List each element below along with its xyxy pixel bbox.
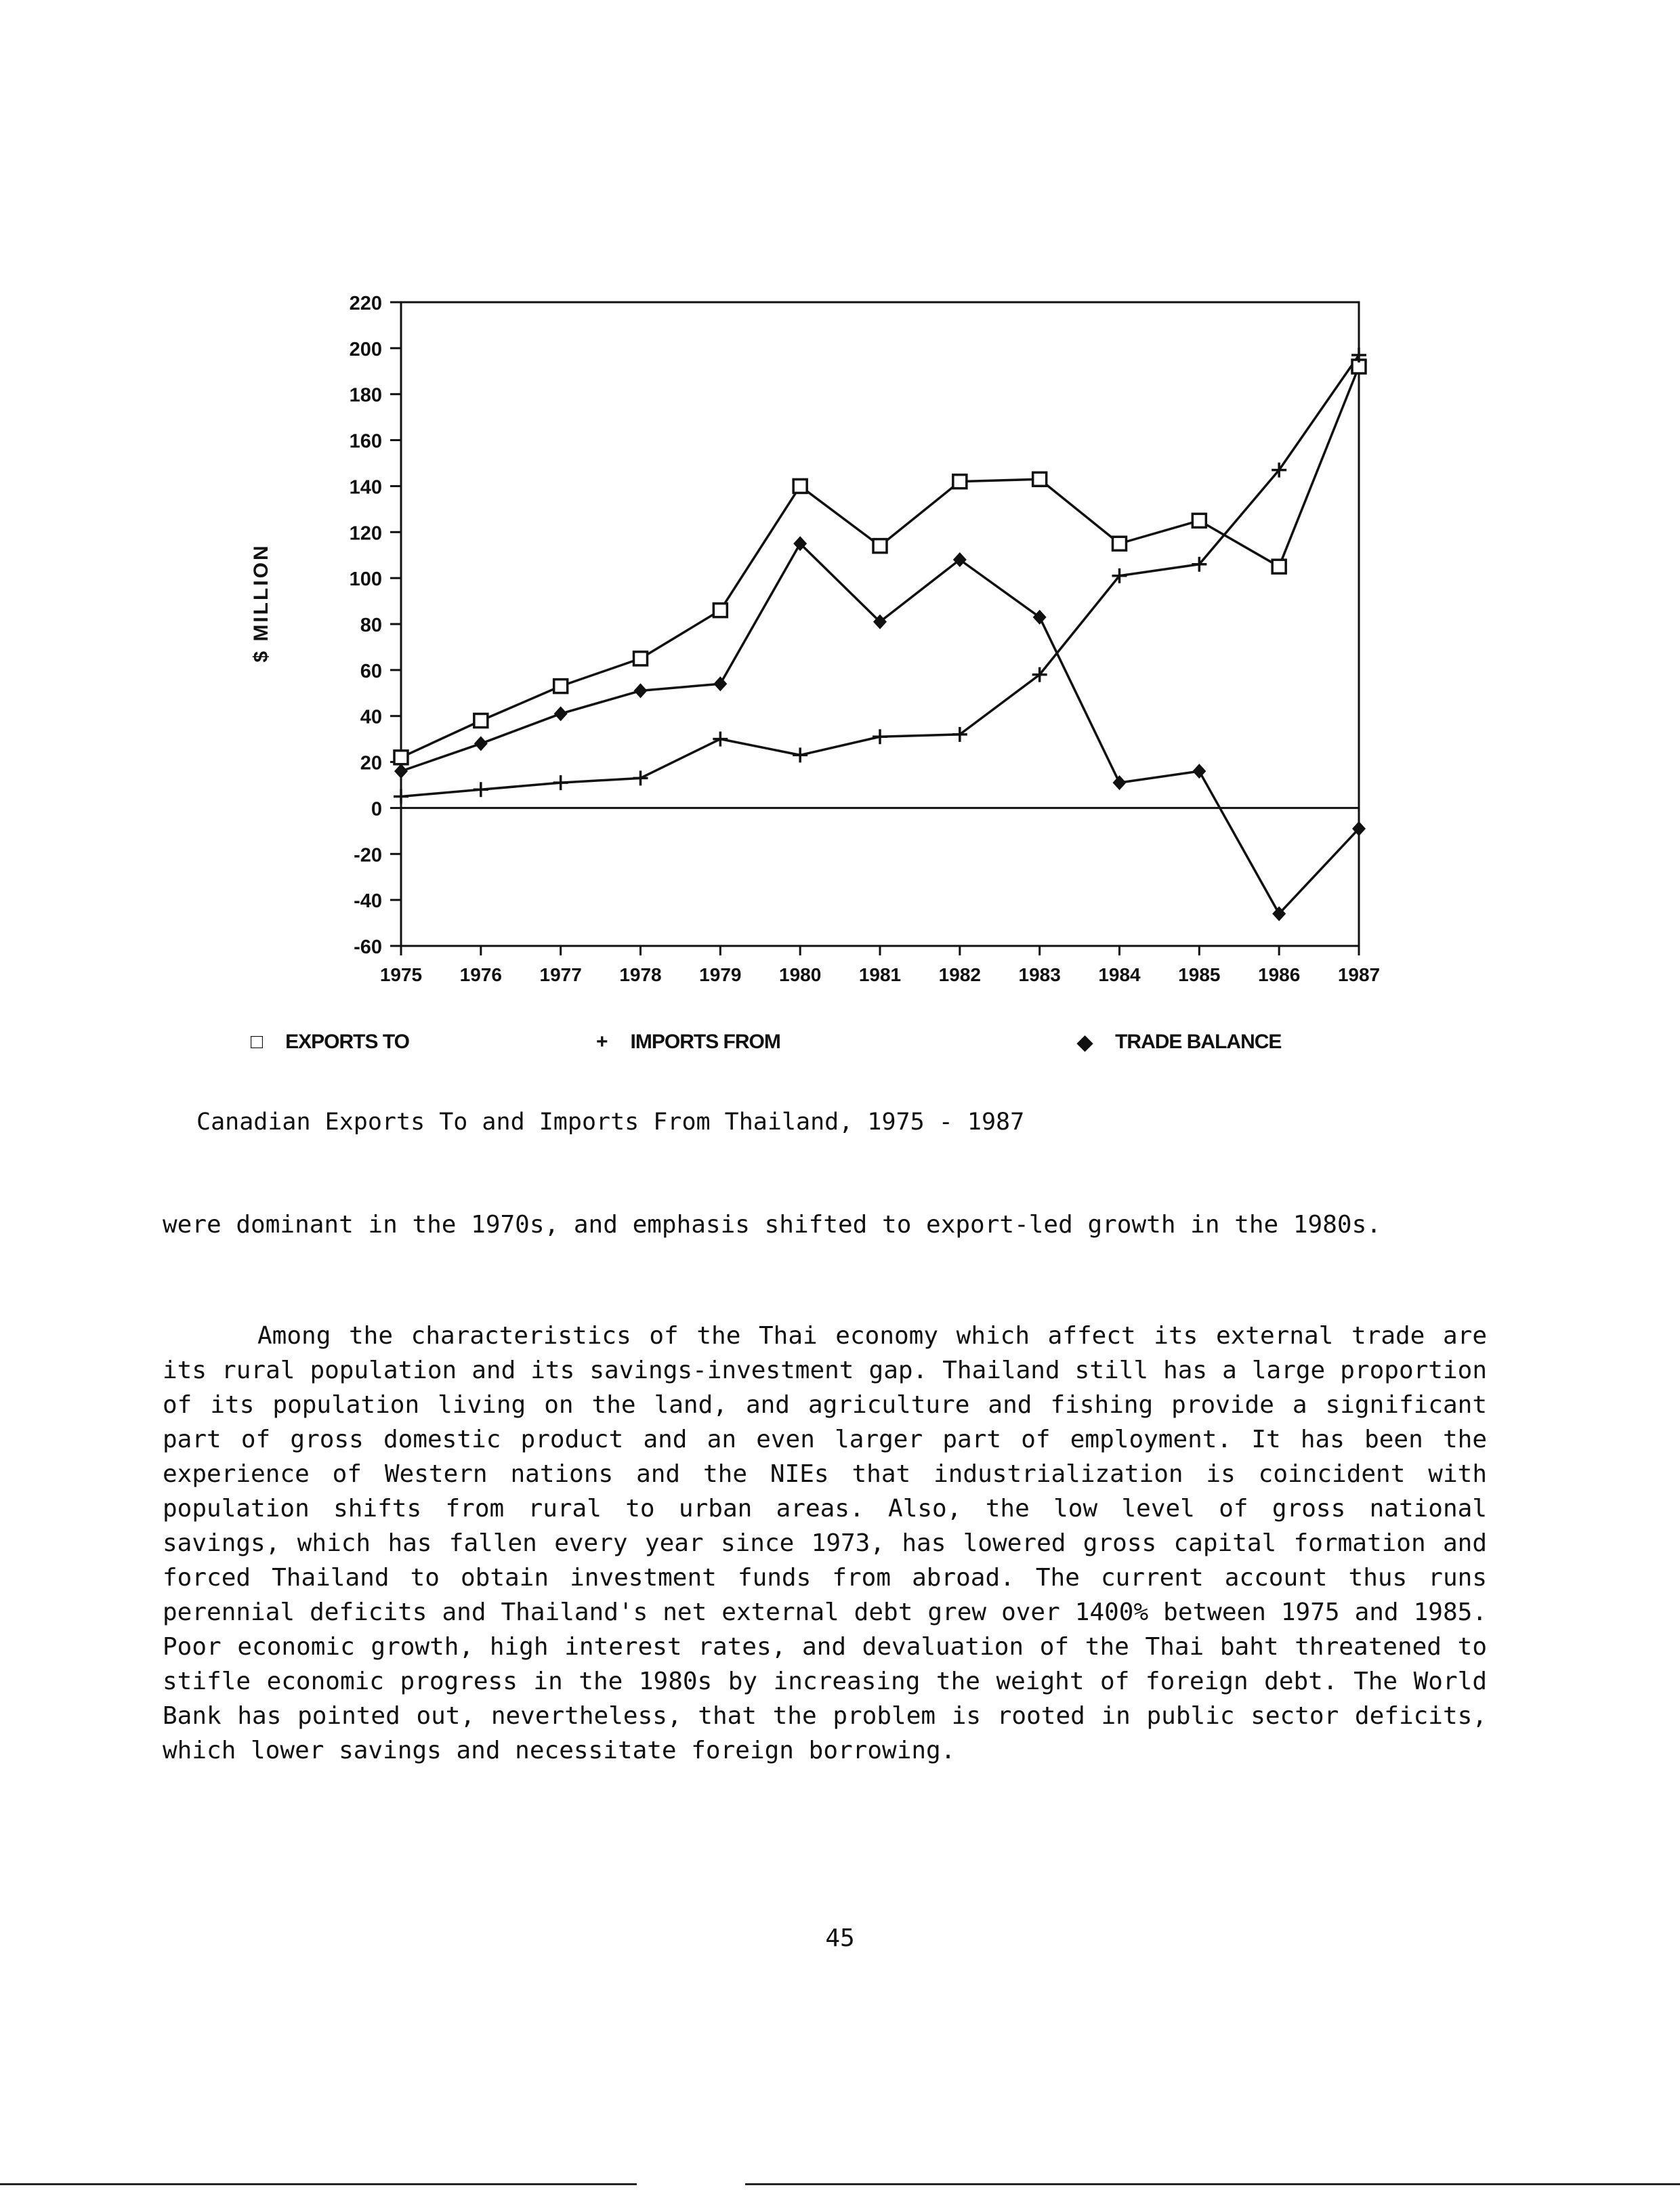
legend-label-trade-balance: TRADE BALANCE — [1115, 1031, 1282, 1053]
data-point-trade-balance — [1033, 610, 1047, 625]
data-point-imports — [873, 729, 887, 744]
data-point-trade-balance — [953, 552, 967, 567]
y-tick-label: 100 — [349, 568, 382, 591]
x-tick-label: 1978 — [619, 964, 662, 985]
y-tick-label: 120 — [349, 522, 382, 545]
data-point-trade-balance — [1113, 775, 1127, 790]
plus-marker-icon: + — [596, 1031, 608, 1053]
data-point-imports — [474, 782, 488, 797]
x-tick-label: 1983 — [1018, 964, 1061, 985]
data-point-exports — [1272, 560, 1286, 573]
y-tick-label: 0 — [371, 798, 382, 821]
data-point-trade-balance — [1192, 764, 1206, 779]
y-tick-label: -40 — [354, 890, 382, 913]
data-point-exports — [394, 751, 408, 764]
data-point-exports — [713, 604, 727, 617]
x-tick-label: 1980 — [779, 964, 822, 985]
data-point-exports — [554, 680, 568, 693]
data-point-exports — [793, 479, 807, 493]
data-point-exports — [1033, 472, 1047, 486]
trade-line-chart — [0, 0, 1680, 1016]
x-tick-label: 1984 — [1098, 964, 1141, 985]
square-marker-icon: □ — [251, 1031, 263, 1053]
data-point-trade-balance — [634, 683, 648, 698]
series-line-square — [401, 367, 1359, 758]
data-point-trade-balance — [554, 706, 568, 721]
y-tick-label: -20 — [354, 844, 382, 867]
x-tick-label: 1987 — [1337, 964, 1381, 985]
series-line-diamond — [401, 543, 1359, 913]
diamond-marker-icon: ◆ — [1077, 1031, 1093, 1054]
data-point-trade-balance — [474, 736, 488, 751]
legend-label-imports: IMPORTS FROM — [630, 1031, 780, 1053]
x-tick-label: 1981 — [858, 964, 902, 985]
data-point-exports — [873, 539, 887, 553]
data-point-imports — [713, 732, 728, 747]
y-tick-label: 160 — [349, 430, 382, 453]
data-point-imports — [633, 770, 648, 785]
x-tick-label: 1976 — [459, 964, 502, 985]
y-tick-label: 20 — [360, 752, 382, 774]
data-point-exports — [474, 714, 488, 728]
data-point-exports — [1113, 537, 1127, 550]
legend-label-exports: EXPORTS TO — [285, 1031, 409, 1053]
body-paragraph-2: Among the characteristics of the Thai economy which affect its external trade are its rural population and its savings-investment gap. Thailand still has a large proportion of its population living on the land, and agriculture and fishing provide a significant part of gross domestic product and an even larger part of employment. It has been the experience of Western nations and the NIEs that industrialization is coincident with population shifts from rural to urban areas. Also, the low level of gross national savings, which has fallen every year since 1973, has lowered gross capital formation and forced Thailand to obtain investment funds from abroad. The current account thus runs perennial deficits and Thailand's net external debt grew over 1400% between 1975 and 1985. Poor economic growth, high interest rates, and devaluation of the Thai baht threatened to stifle economic progress in the 1980s by increasing the weight of foreign debt. The World Bank has pointed out, nevertheless, that the problem is rooted in public sector deficits, which lower savings and necessitate foreign borrowing. — [163, 1322, 1487, 1764]
y-axis-label: $ MILLION — [250, 543, 272, 663]
scan-edge-line — [0, 2183, 637, 2185]
legend-item-exports — [251, 1022, 409, 1062]
data-point-exports — [634, 652, 648, 665]
data-point-imports — [553, 775, 568, 790]
y-tick-label: 200 — [349, 338, 382, 360]
x-tick-label: 1979 — [699, 964, 742, 985]
y-tick-label: 80 — [360, 615, 382, 636]
body-paragraph-1: were dominant in the 1970s, and emphasis shifted to export-led growth in the 1980s. — [163, 1211, 1381, 1239]
y-tick-label: -60 — [354, 936, 382, 958]
data-point-trade-balance — [713, 676, 727, 691]
y-tick-label: 180 — [349, 384, 382, 407]
y-tick-label: 60 — [360, 660, 382, 682]
y-tick-label: 140 — [349, 476, 382, 499]
x-tick-label: 1986 — [1258, 964, 1301, 985]
y-tick-label: 220 — [349, 293, 382, 314]
data-point-exports — [1192, 514, 1206, 527]
data-point-imports — [793, 747, 807, 762]
legend-item-trade-balance — [1077, 1022, 1281, 1062]
y-tick-label: 40 — [360, 706, 382, 728]
scan-edge-line — [745, 2183, 1680, 2185]
data-point-trade-balance — [394, 764, 408, 779]
x-tick-label: 1982 — [938, 964, 981, 985]
figure-caption: Canadian Exports To and Imports From Thailand, 1975 - 1987 — [196, 1109, 1025, 1136]
x-tick-label: 1977 — [539, 964, 582, 985]
x-tick-label: 1985 — [1178, 964, 1221, 985]
x-tick-label: 1975 — [379, 964, 423, 985]
data-point-exports — [953, 475, 967, 489]
data-point-imports — [394, 789, 408, 804]
legend-item-imports — [596, 1022, 780, 1062]
page-number: 45 — [825, 1924, 855, 1952]
